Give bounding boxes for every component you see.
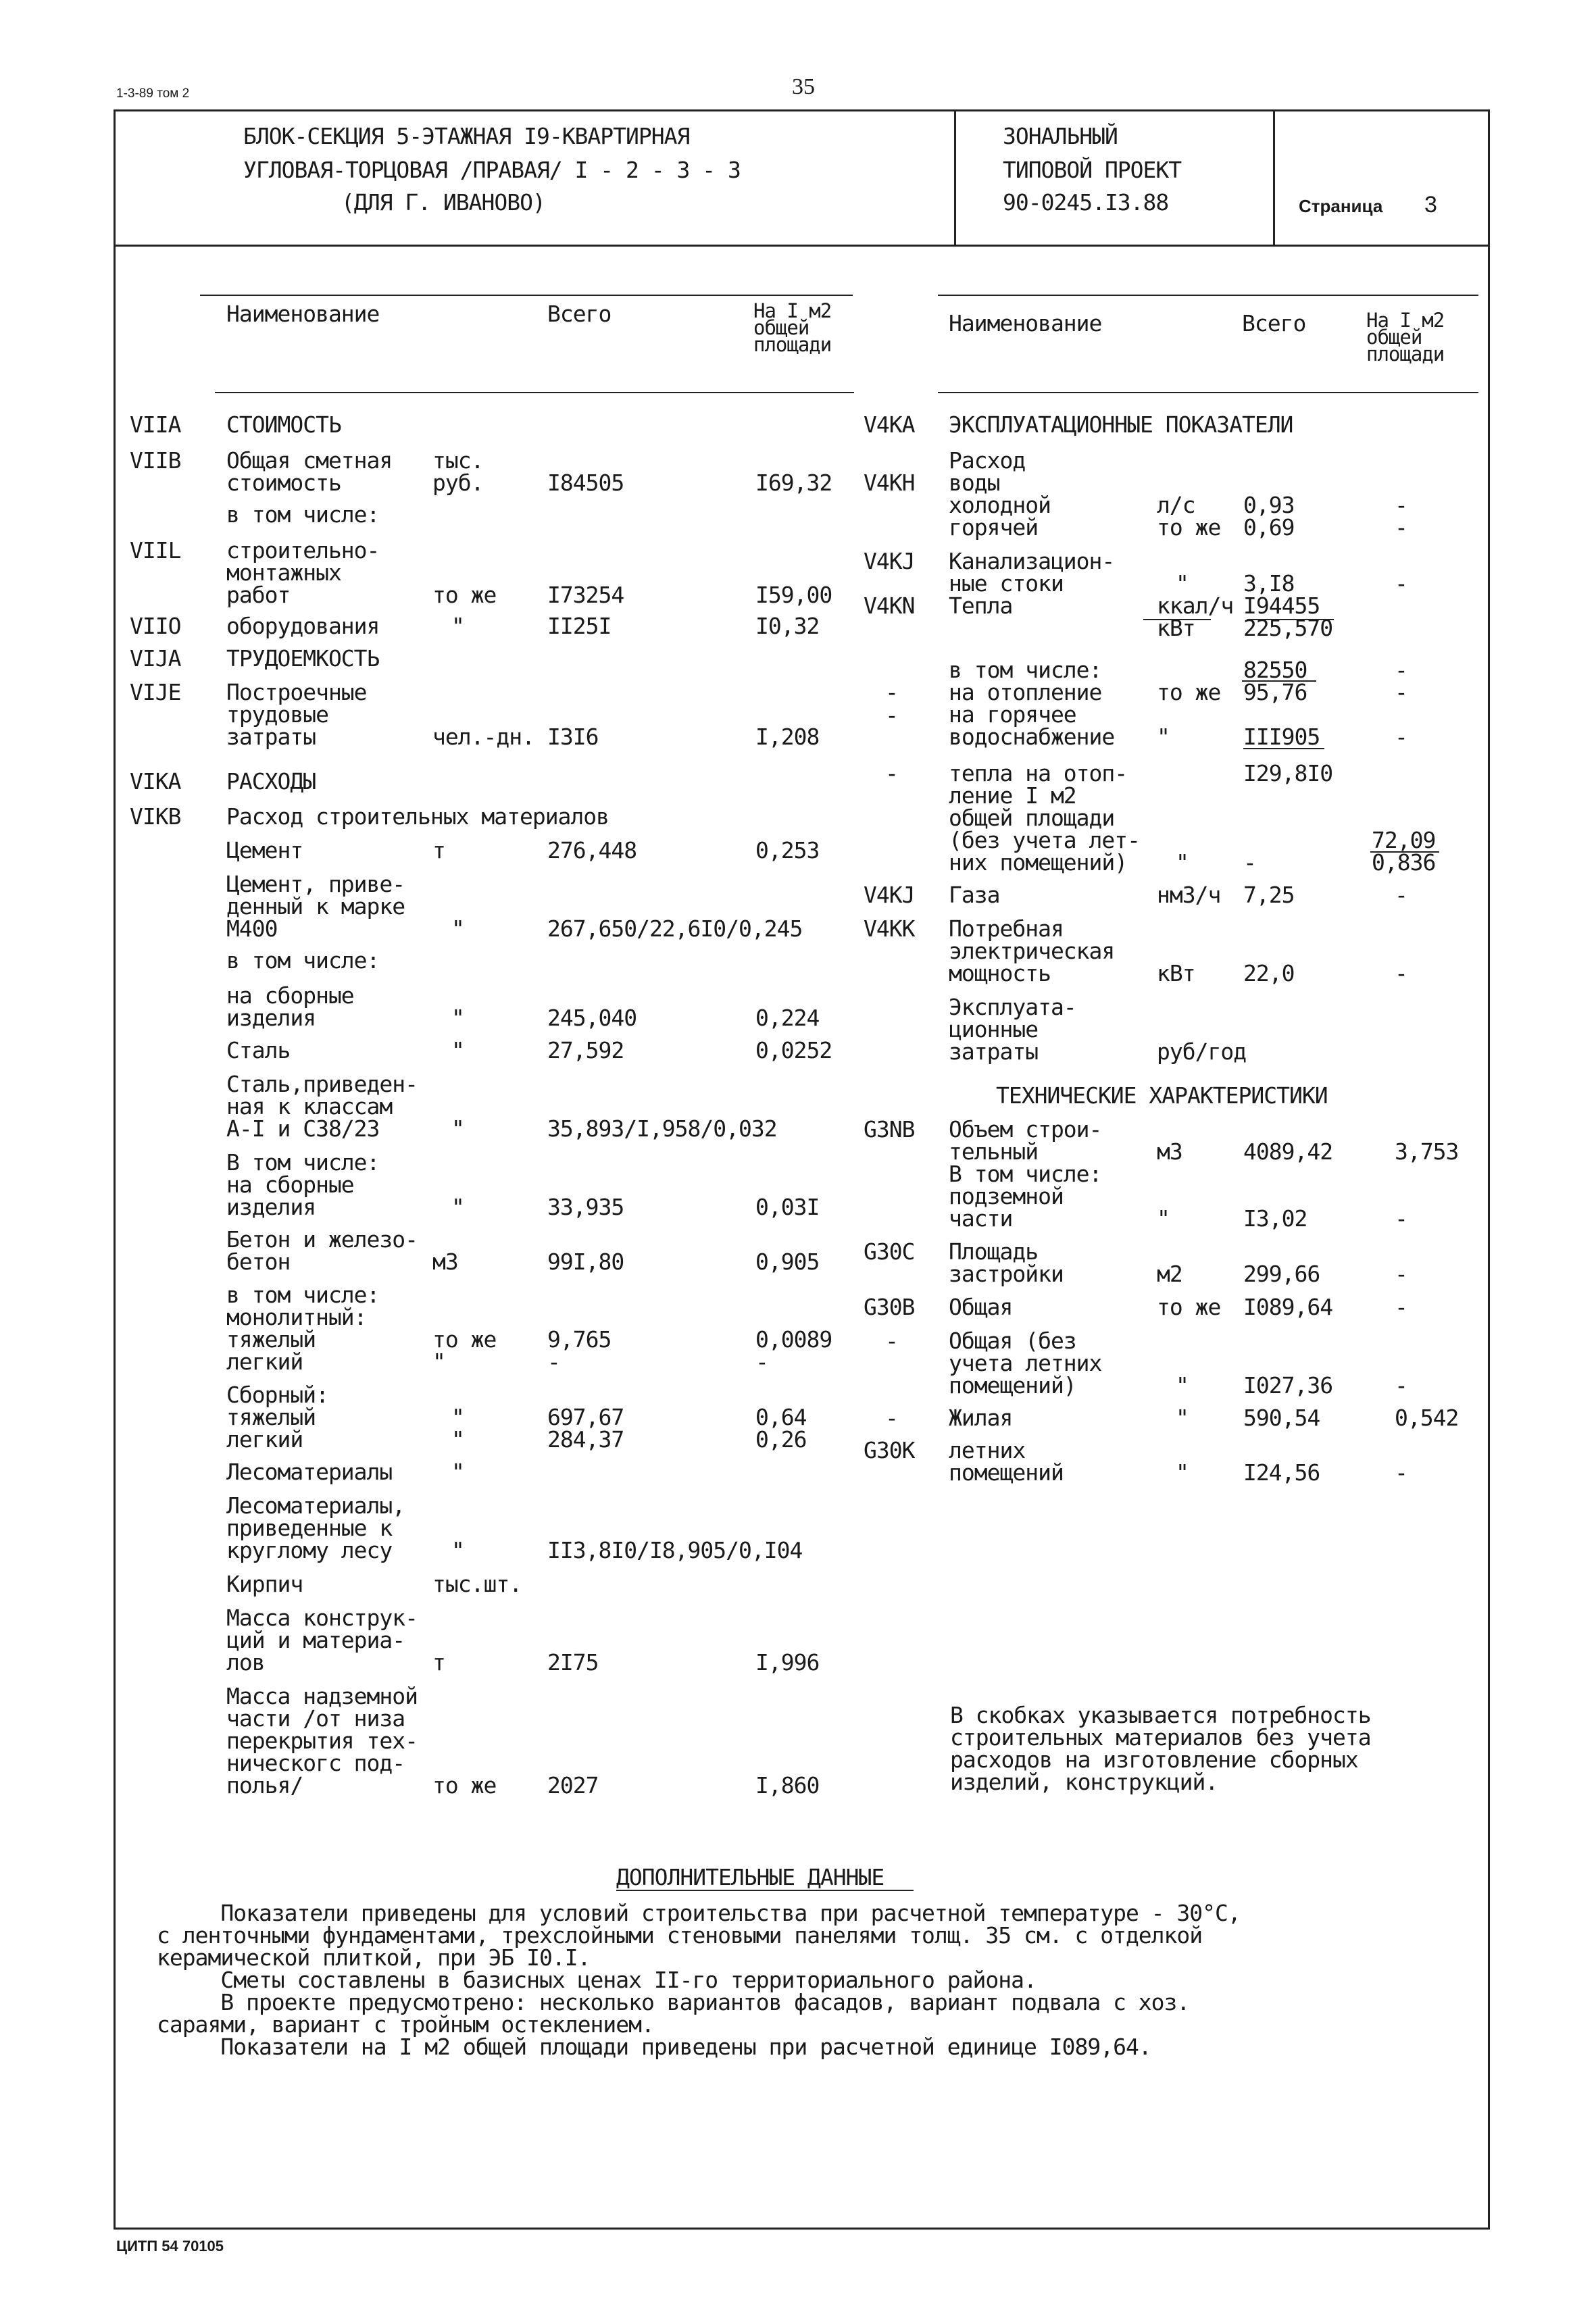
left-row-name: на сборные изделия <box>226 982 354 1031</box>
right-row-per-m2: - <box>1395 960 1407 986</box>
right-row-per-m2: 3,753 - <box>1395 1138 1459 1232</box>
left-row-total: 35,893/I,958/0,032 <box>547 1115 777 1142</box>
left-row-unit: " <box>451 613 464 639</box>
left-row-unit: " <box>451 1005 464 1031</box>
right-row-code: - <box>885 1328 898 1354</box>
right-header-per-m2: На I м2 общей площади <box>1366 309 1445 366</box>
right-row-unit: м2 <box>1157 1261 1182 1287</box>
right-row-name: Общая (без учета летних помещений) <box>949 1328 1102 1399</box>
right-row-name: Площадь застройки <box>949 1238 1064 1287</box>
right-row-code: V4KH <box>864 470 915 496</box>
right-row-total: I24,56 <box>1243 1459 1320 1486</box>
right-row-name: Эксплуата- ционные затраты <box>949 994 1076 1065</box>
right-row-total: 82550 95,76 III905 <box>1243 657 1320 750</box>
left-header-total: Всего <box>547 301 612 327</box>
page-value: 3 <box>1424 192 1437 218</box>
right-row-code: V4KA <box>864 411 915 438</box>
left-row-unit: то же <box>432 582 497 608</box>
right-row-total: I94455 225,570 <box>1243 593 1333 641</box>
right-row-code-dash: - <box>885 679 898 705</box>
header-title-2: УГЛОВАЯ-ТОРЦОВАЯ /ПРАВАЯ/ I - 2 - 3 - 3 <box>243 157 741 183</box>
project-line-2: ТИПОВОЙ ПРОЕКТ <box>1003 157 1182 183</box>
left-row-per-m2: 0,0252 <box>755 1037 832 1063</box>
left-row-name: СТОИМОСТЬ <box>226 411 341 438</box>
frame-right <box>1488 109 1490 2230</box>
left-row-per-m2: I0,32 <box>755 613 820 639</box>
right-row-per-m2: - - <box>1395 492 1407 540</box>
right-row-code: G30K <box>864 1437 915 1463</box>
right-row-total: 4089,42 I3,02 <box>1243 1138 1333 1232</box>
right-row-total: I089,64 <box>1243 1294 1333 1320</box>
left-row-name: Сборный: тяжелый легкий <box>226 1382 328 1453</box>
right-row-name: ЭКСПЛУАТАЦИОННЫЕ ПОКАЗАТЕЛИ <box>949 411 1293 438</box>
right-row-unit: " <box>1176 849 1189 876</box>
header-bottom-line <box>114 245 1490 247</box>
left-row-total: II25I <box>547 613 612 639</box>
right-row-total: 299,66 <box>1243 1261 1320 1287</box>
right-row-unit: л/с то же <box>1157 492 1221 540</box>
left-row-unit: " " <box>451 1404 464 1453</box>
footer-code: ЦИТП 54 70105 <box>116 2238 224 2255</box>
right-row-total: I027,36 <box>1243 1372 1333 1399</box>
right-header-name: Наименование <box>949 310 1102 336</box>
right-row-per-m2: - <box>1395 1261 1407 1287</box>
left-row-unit: то же " <box>432 1326 497 1375</box>
left-row-name: Общая сметная стоимость <box>226 447 393 496</box>
page-number: 35 <box>792 74 815 99</box>
right-row-name: Расход воды холодной горячей <box>949 447 1051 540</box>
left-row-name: Масса надземной части /от низа перекрытия тех- ническогс под- полья/ <box>226 1683 418 1799</box>
left-row-unit: " <box>451 1115 464 1142</box>
right-row-per-m2: - <box>1395 1459 1407 1486</box>
right-row-code: V4KK <box>864 915 915 942</box>
right-row-per-m2: - <box>1395 1294 1407 1320</box>
left-row-name: Сталь <box>226 1037 291 1063</box>
right-row-name: Потребная электрическая мощность <box>949 915 1115 986</box>
left-row-total: 697,67 284,37 <box>547 1404 624 1453</box>
left-row-name: в том числе: <box>226 501 380 528</box>
right-row-per-m2: - - - <box>1395 657 1407 750</box>
left-row-name: Лесоматериалы, приведенные к круглому лесу <box>226 1492 405 1563</box>
left-row-unit: м3 <box>432 1249 458 1275</box>
left-row-name: РАСХОДЫ <box>226 768 316 795</box>
left-row-total: I73254 <box>547 582 624 608</box>
left-row-name: Построечные трудовые затраты <box>226 679 367 750</box>
right-header-total: Всего <box>1242 310 1306 336</box>
left-row-code: VIKA <box>130 768 181 795</box>
left-row-total: 267,650/22,6I0/0,245 <box>547 915 803 942</box>
left-row-code: VIIA <box>130 411 181 438</box>
left-row-total: I84505 <box>547 470 624 496</box>
left-row-unit: то же <box>432 1772 497 1799</box>
right-row-unit: " <box>1176 1405 1189 1431</box>
left-header-per-m2: На I м2 общей площади <box>753 299 832 356</box>
left-row-code: VIJE <box>130 679 181 705</box>
right-row-unit: " <box>1176 1459 1189 1486</box>
underline-111905 <box>1243 748 1324 749</box>
page-label: Страница <box>1299 196 1383 216</box>
header-title-1: БЛОК-СЕКЦИЯ 5-ЭТАЖНАЯ I9-КВАРТИРНАЯ <box>243 123 690 149</box>
left-row-name: Цемент, приве- денный к марке М400 <box>226 871 405 942</box>
left-row-per-m2: 0,0089 - <box>755 1326 832 1375</box>
right-row-name: летних помещений <box>949 1437 1064 1486</box>
header-divider-1 <box>954 109 956 246</box>
right-row-code: G3NB <box>864 1116 915 1142</box>
frame-left <box>114 109 116 2230</box>
right-row-unit: то же <box>1157 1294 1221 1320</box>
right-row-code-dash: - <box>885 702 898 728</box>
right-row-unit: м3 " <box>1157 1138 1182 1232</box>
right-row-unit: нм3/ч <box>1157 882 1221 908</box>
right-row-name: Общая <box>949 1294 1013 1320</box>
right-row-unit: кВт <box>1157 960 1195 986</box>
underline-82550 <box>1242 680 1316 682</box>
right-row-total: 3,I8 <box>1243 570 1295 597</box>
left-row-per-m2: 0,224 <box>755 1005 820 1031</box>
right-row-name: Газа <box>949 882 1000 908</box>
right-row-total: 7,25 <box>1243 882 1295 908</box>
right-row-total: I29,8I0 - <box>1243 760 1333 876</box>
right-row-code: V4KN <box>864 593 915 619</box>
left-row-unit: " <box>451 915 464 942</box>
right-row-code: V4KJ <box>864 882 915 908</box>
right-header-bottom-line <box>938 392 1478 393</box>
fraction-line-7209 <box>1370 851 1439 853</box>
left-row-total: I3I6 <box>547 724 599 750</box>
left-header-bottom-line <box>215 392 854 393</box>
left-row-unit: " <box>451 1194 464 1220</box>
left-row-per-m2: I,996 <box>755 1649 820 1676</box>
header-title-3: (ДЛЯ Г. ИВАНОВО) <box>341 189 545 216</box>
right-row-per-m2: - <box>1395 1372 1407 1399</box>
left-row-total: 9,765 - <box>547 1326 612 1375</box>
left-row-per-m2: 0,905 <box>755 1249 820 1275</box>
left-row-total: 2027 <box>547 1772 599 1799</box>
right-row-total: 0,93 0,69 <box>1243 492 1295 540</box>
left-row-unit: " <box>451 1537 464 1563</box>
left-row-per-m2: I69,32 <box>755 470 832 496</box>
left-row-unit: т <box>432 1649 445 1676</box>
right-row-total: 590,54 <box>1243 1405 1320 1431</box>
frame-bottom <box>114 2228 1490 2230</box>
left-row-per-m2: I,860 <box>755 1772 820 1799</box>
left-row-unit: " <box>451 1037 464 1063</box>
right-row-name: ТЕХНИЧЕСКИЕ ХАРАКТЕРИСТИКИ <box>996 1082 1328 1109</box>
right-row-total: 22,0 <box>1243 960 1295 986</box>
header-divider-2 <box>1273 109 1275 246</box>
left-row-unit: " <box>451 1459 464 1485</box>
left-row-name: Расход строительных материалов <box>226 803 609 830</box>
left-row-name: Лесоматериалы <box>226 1459 393 1485</box>
left-row-total: 33,935 <box>547 1194 624 1220</box>
right-row-name: в том числе: на отопление на горячее водоснабжение <box>949 657 1115 750</box>
right-row-name: тепла на отоп- ление I м2 общей площади (без учета лет- них помещений) <box>949 760 1141 876</box>
left-row-name: Масса конструк- ций и материа- лов <box>226 1605 418 1676</box>
left-row-name: строительно- монтажных работ <box>226 537 380 608</box>
left-row-unit: тыс. руб. <box>432 447 484 496</box>
left-row-per-m2: 0,253 <box>755 837 820 863</box>
right-row-name: Объем строи- тельный В том числе: подземной части <box>949 1116 1102 1232</box>
left-row-name: В том числе: на сборные изделия <box>226 1149 380 1220</box>
left-row-per-m2: I59,00 <box>755 582 832 608</box>
left-row-total: 99I,80 <box>547 1249 624 1275</box>
right-row-per-m2: - <box>1395 570 1407 597</box>
left-row-total: 245,040 <box>547 1005 637 1031</box>
project-line-3: 90-0245.I3.88 <box>1003 189 1169 216</box>
additional-text: Показатели приведены для условий строительства при расчетной температуре - 30°С, с ленточными фундаментами, трехслойными стеновыми панелями толщ. 35 см. с отделкой керамической плиткой, при ЭБ I0.I. Сметы составлены в базисных ценах II-го территориального района. В проекте предусмотрено: несколько вариантов фасадов, вариант подвала с хоз. сараями, вариант с тройным остеклением. Показатели на I м2 общей площади приведены при расчетной единице I089,64. <box>157 1900 1241 2060</box>
left-row-per-m2: 0,03I <box>755 1194 820 1220</box>
left-row-code: VIKB <box>130 803 181 830</box>
left-row-name: Цемент <box>226 837 303 863</box>
right-row-unit: то же " <box>1157 679 1221 750</box>
fraction-line-unit <box>1143 619 1211 620</box>
right-row-per-m2: 0,542 <box>1395 1405 1459 1431</box>
left-row-code: VIIL <box>130 537 181 563</box>
left-row-total: 2I75 <box>547 1649 599 1676</box>
right-row-code-dash: - <box>885 760 898 786</box>
left-row-name: Сталь,приведен- ная к классам А-I и С38/23 <box>226 1071 418 1142</box>
right-row-unit: " <box>1176 1372 1189 1399</box>
left-row-name: Бетон и железо- бетон <box>226 1226 418 1275</box>
left-row-name: ТРУДОЕМКОСТЬ <box>226 645 380 672</box>
right-row-name: Жилая <box>949 1405 1013 1431</box>
left-row-total: II3,8I0/I8,905/0,I04 <box>547 1537 803 1563</box>
left-row-code: VIIB <box>130 447 181 474</box>
right-row-code: - <box>885 1405 898 1431</box>
left-row-per-m2: 0,64 0,26 <box>755 1404 807 1453</box>
left-row-name: в том числе: <box>226 947 380 974</box>
right-row-unit: руб/год <box>1157 1038 1247 1065</box>
left-row-unit: т <box>432 837 445 863</box>
left-header-top-line <box>200 295 853 296</box>
frame-top <box>114 109 1490 111</box>
left-row-code: VIJA <box>130 645 181 672</box>
left-row-name: оборудования <box>226 613 380 639</box>
right-row-unit: " <box>1176 570 1189 597</box>
left-row-total: 276,448 <box>547 837 637 863</box>
additional-title-underline <box>616 1890 914 1891</box>
left-row-name: Кирпич <box>226 1571 303 1597</box>
right-row-code: G30C <box>864 1238 915 1265</box>
note-text: В скобках указывается потребность строительных материалов без учета расходов на изготовление сборных изделий, конструкций. <box>950 1702 1371 1795</box>
document-code: 1-3-89 том 2 <box>116 86 190 101</box>
left-row-code: VIIO <box>130 613 181 639</box>
right-header-top-line <box>938 295 1478 296</box>
right-row-name: Канализацион- ные стоки <box>949 548 1115 597</box>
right-row-per-m2: - <box>1395 882 1407 908</box>
right-row-per-m2: 72,09 0,836 <box>1372 827 1436 876</box>
left-row-unit: чел.-дн. <box>432 724 534 750</box>
right-row-code: G30B <box>864 1294 915 1320</box>
project-line-1: ЗОНАЛЬНЫЙ <box>1003 123 1118 149</box>
fraction-line-heat <box>1247 619 1334 620</box>
left-row-per-m2: I,208 <box>755 724 820 750</box>
right-row-name: Тепла <box>949 593 1013 619</box>
right-row-unit: ккал/ч кВт <box>1157 593 1234 641</box>
left-row-unit: тыс.шт. <box>432 1571 522 1597</box>
additional-title: ДОПОЛНИТЕЛЬНЫЕ ДАННЫЕ <box>616 1864 884 1890</box>
left-header-name: Наименование <box>226 301 380 327</box>
left-row-total: 27,592 <box>547 1037 624 1063</box>
left-row-name: в том числе: монолитный: тяжелый легкий <box>226 1282 380 1375</box>
right-row-code: V4KJ <box>864 548 915 574</box>
